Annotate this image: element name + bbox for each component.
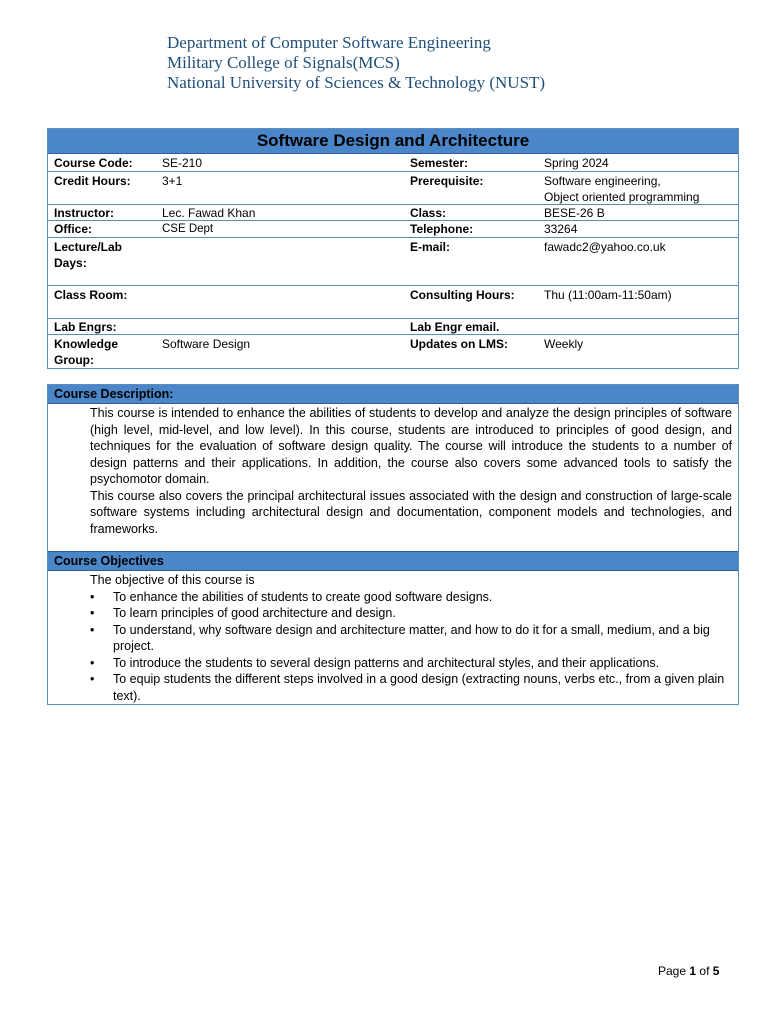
objectives-list [90,589,732,705]
telephone-label: Telephone: [410,222,474,236]
total-pages: 5 [712,964,720,978]
lecture-lab-days-label [54,239,154,271]
course-objectives-heading: Course Objectives [48,551,738,571]
description-paragraph-2: This course also covers the principal architectural issues associated with the design and construction of large-scale software systems including architectural design and documentation, component models and technologies, and frameworks. [90,488,732,536]
prerequisite-line-2: Object oriented programming [544,190,700,204]
list-item [90,605,732,622]
college-line: Military College of Signals(MCS) [167,53,400,72]
page-word: Page [658,964,687,978]
email-value: fawadc2@yahoo.co.uk [544,240,666,254]
instructor-value: Lec. Fawad Khan [162,206,256,220]
course-objectives-body [48,571,738,704]
current-page: 1 [689,964,697,978]
telephone-value: 33264 [544,222,578,236]
of-word: of [699,964,710,978]
semester-label: Semester: [410,156,469,170]
page-number [658,964,719,978]
table-row [48,221,738,238]
university-line: National University of Sciences & Technology (NUST) [167,73,546,92]
course-description-body [48,404,738,551]
table-row [48,154,738,172]
knowledge-group-label [54,336,154,368]
class-label: Class: [410,206,447,220]
bullet-icon: • [90,606,95,620]
email-label: E-mail: [410,240,451,254]
document-header [167,33,545,93]
table-row [48,319,738,335]
lab-engrs-label: Lab Engrs: [54,320,117,334]
consulting-hours-label: Consulting Hours: [410,288,515,302]
knowledge-group-label-line-2: Group: [54,353,94,367]
updates-on-lms-label: Updates on LMS: [410,337,508,351]
objective-text: To equip students the different steps involved in a good design (extracting nouns, verbs etc., from a given plain text). [113,672,725,703]
lecture-lab-label-line-2: Days: [54,256,87,270]
objective-text: To learn principles of good architecture and design. [113,606,396,620]
table-row [48,205,738,221]
prerequisite-label: Prerequisite: [410,174,484,188]
list-item [90,671,732,704]
department-line: Department of Computer Software Engineering [167,33,491,52]
prerequisite-line-1: Software engineering, [544,174,661,188]
knowledge-group-label-line-1: Knowledge [54,337,119,351]
course-info-table [47,128,739,369]
credit-hours-label: Credit Hours: [54,174,131,188]
objective-text: To enhance the abilities of students to create good software designs. [113,589,493,604]
bullet-icon: • [90,655,95,670]
table-row [48,335,738,368]
course-title: Software Design and Architecture [48,129,738,154]
course-code-value: SE-210 [162,156,203,170]
prerequisite-value [544,173,699,205]
bullet-icon: • [90,589,95,604]
objective-text: To understand, why software design and architecture matter, and how to do it for a small, medium, and a big project. [113,622,710,653]
list-item [90,622,732,655]
updates-on-lms-value: Weekly [544,337,584,351]
instructor-label: Instructor: [54,206,114,220]
list-item [90,655,732,672]
table-row [48,238,738,286]
list-item [90,589,732,606]
knowledge-group-value: Software Design [162,337,251,351]
office-value: CSE Dept [162,223,214,235]
objectives-intro: The objective of this course is [90,573,255,587]
objective-text: To introduce the students to several design patterns and architectural styles, and their applications. [113,655,660,670]
office-label: Office: [54,222,93,236]
bullet-icon: • [90,622,95,637]
table-row [48,172,738,205]
course-code-label: Course Code: [54,156,133,170]
semester-value: Spring 2024 [544,156,609,170]
table-row [48,286,738,319]
credit-hours-value: 3+1 [162,174,183,188]
lab-engr-email-label: Lab Engr email. [410,320,500,334]
bullet-icon: • [90,672,95,686]
course-description-section [47,384,739,705]
description-paragraph-1: This course is intended to enhance the abilities of students to develop and analyze the design principles of software (high level, mid-level, and low level). In this course, students are introduced to principles of good design, and techniques for the evaluation of software design quality. The course will introduce the students to a number of design patterns and their applications. In addition, the course also covers some advanced tools to satisfy the psychomotor domain. [90,406,732,486]
course-description-heading: Course Description: [48,385,738,404]
lecture-lab-label-line-1: Lecture/Lab [54,240,123,254]
consulting-hours-value: Thu (11:00am-11:50am) [544,288,672,302]
class-room-label: Class Room: [54,288,128,302]
class-value: BESE-26 B [544,206,605,220]
